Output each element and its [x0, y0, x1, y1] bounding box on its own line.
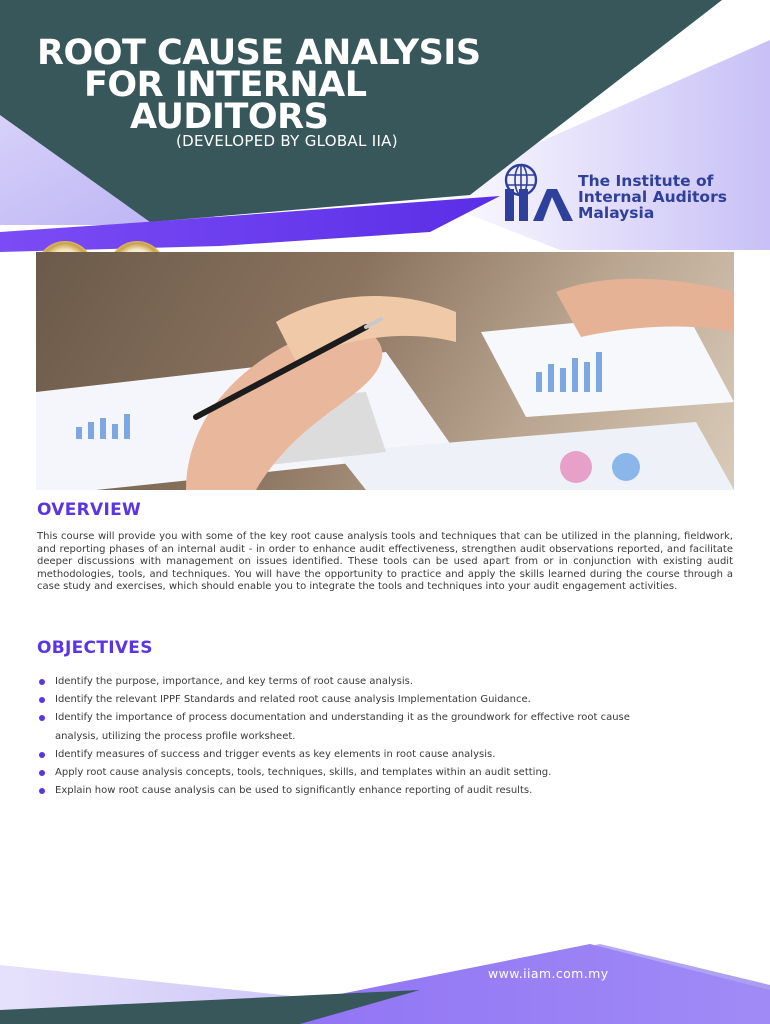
bullet-icon	[39, 752, 45, 758]
iia-name-line-2: Internal Auditors	[578, 188, 727, 206]
list-item	[37, 673, 737, 691]
bullet-icon	[39, 697, 45, 703]
objective-text: Explain how root cause analysis can be used to significantly enhance reporting of audit results.	[55, 785, 533, 797]
bullet-icon	[39, 788, 45, 794]
list-item	[37, 691, 737, 709]
objective-text: Identify the relevant IPPF Standards and related root cause analysis Implementation Guidance.	[55, 694, 531, 706]
page-subtitle: (DEVELOPED BY GLOBAL IIA)	[176, 132, 398, 150]
overview-body: This course will provide you with some of the key root cause analysis tools and techniques that can be utilized in the planning, fieldwork, and reporting phases of an internal audit - in order to enhance audit effectiveness, strengthen audit observations reported, and facilitate deeper discussions with management on issues identified. These tools can be used apart from or in conjunction with existing audit methodologies, tools, and techniques. You will have the opportunity to practice and apply the skills learned during the course through a case study and exercises, which should enable you to integrate the tools and techniques into your audit engagement activities.	[37, 531, 733, 592]
objectives-list	[37, 673, 737, 800]
iia-name-line-1: The Institute of	[578, 172, 714, 190]
iia-name-line-3: Malaysia	[578, 204, 655, 222]
page-title-line-1: ROOT CAUSE ANALYSIS	[37, 33, 481, 73]
list-item	[37, 782, 737, 800]
iia-mark-icon	[503, 187, 575, 223]
hero-photo-illustration	[36, 252, 734, 490]
objective-text: Identify measures of success and trigger events as key elements in root cause analysis.	[55, 748, 496, 760]
iia-logo	[503, 163, 738, 225]
objective-text: Apply root cause analysis concepts, tools, techniques, skills, and templates within an audit setting.	[55, 767, 552, 779]
objective-text: Identify the purpose, importance, and key terms of root cause analysis.	[55, 676, 414, 687]
objectives-heading: OBJECTIVES	[37, 638, 153, 658]
website-link[interactable]: www.iiam.com.my	[488, 966, 609, 981]
overview-heading: OVERVIEW	[37, 500, 142, 520]
hero-photo	[36, 252, 734, 490]
list-item	[37, 746, 737, 764]
objective-text: Identify the importance of process documentation and understanding it as the groundwork for effective root cause analysis, utilizing the process profile worksheet.	[55, 712, 630, 742]
page-title-line-2: FOR INTERNAL	[84, 65, 367, 105]
list-item	[37, 709, 645, 745]
bullet-icon	[39, 715, 45, 721]
page-title-line-3: AUDITORS	[130, 97, 329, 137]
list-item	[37, 764, 737, 782]
bullet-icon	[39, 679, 45, 685]
bullet-icon	[39, 770, 45, 776]
